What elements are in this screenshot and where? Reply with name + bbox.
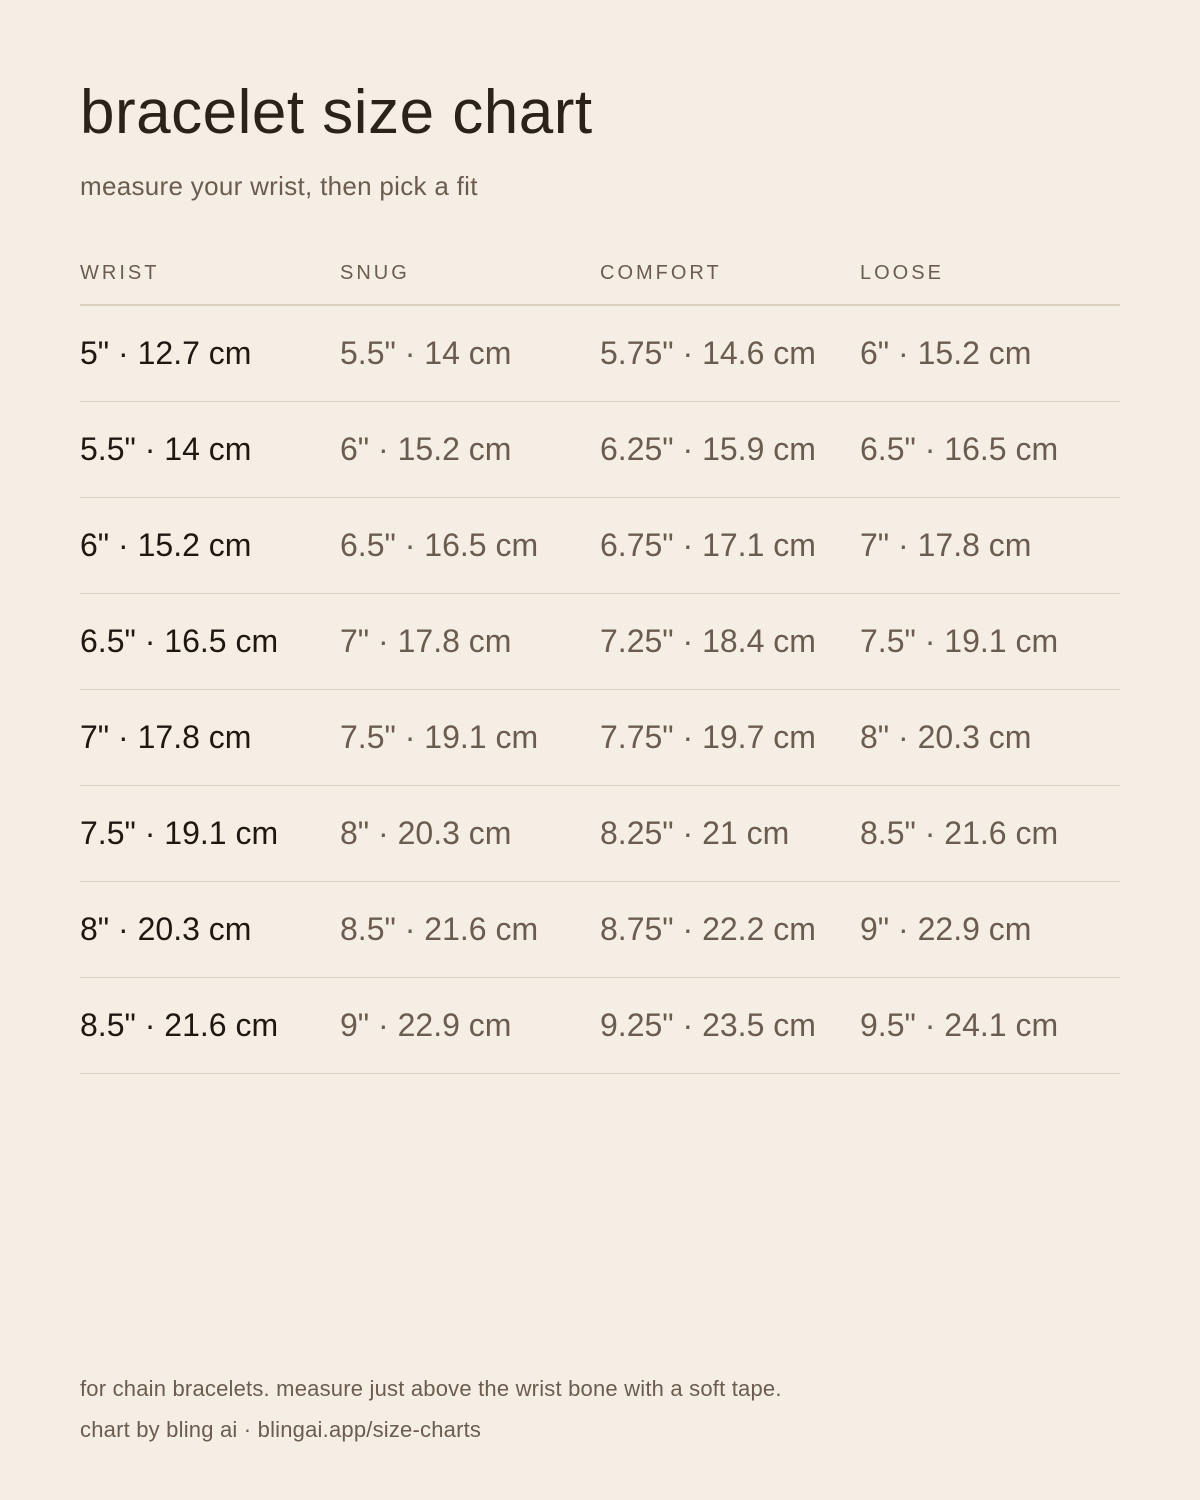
snug-cell: 6.5" · 16.5 cm — [340, 526, 539, 563]
snug-cell: 8.5" · 21.6 cm — [340, 910, 539, 947]
comfort-cell: 5.75" · 14.6 cm — [600, 334, 816, 371]
page-title: bracelet size chart — [80, 78, 593, 147]
size-table — [80, 248, 1120, 1074]
loose-cell: 6.5" · 16.5 cm — [860, 430, 1059, 467]
size-chart-page — [80, 0, 1120, 1500]
snug-cell: 7.5" · 19.1 cm — [340, 718, 539, 755]
wrist-cell: 6" · 15.2 cm — [80, 526, 252, 563]
comfort-cell: 6.75" · 17.1 cm — [600, 526, 816, 563]
footer — [80, 1368, 1120, 1450]
snug-cell: 7" · 17.8 cm — [340, 622, 512, 659]
comfort-cell: 8.75" · 22.2 cm — [600, 910, 816, 947]
table-row — [80, 882, 1120, 978]
comfort-cell: 9.25" · 23.5 cm — [600, 1006, 816, 1043]
loose-cell: 7.5" · 19.1 cm — [860, 622, 1059, 659]
comfort-cell: 7.25" · 18.4 cm — [600, 622, 816, 659]
snug-cell: 5.5" · 14 cm — [340, 334, 512, 371]
column-header-comfort: COMFORT — [600, 262, 722, 284]
comfort-cell: 7.75" · 19.7 cm — [600, 718, 816, 755]
footer-credit: chart by bling ai · blingai.app/size-charts — [80, 1417, 482, 1442]
wrist-cell: 5.5" · 14 cm — [80, 430, 252, 467]
wrist-cell: 7.5" · 19.1 cm — [80, 814, 279, 851]
table-row — [80, 786, 1120, 882]
table-row — [80, 978, 1120, 1074]
loose-cell: 9" · 22.9 cm — [860, 910, 1032, 947]
column-header-loose: LOOSE — [860, 262, 944, 284]
wrist-cell: 7" · 17.8 cm — [80, 718, 252, 755]
wrist-cell: 8" · 20.3 cm — [80, 910, 252, 947]
page-subtitle: measure your wrist, then pick a fit — [80, 171, 478, 201]
wrist-cell: 5" · 12.7 cm — [80, 334, 252, 371]
loose-cell: 9.5" · 24.1 cm — [860, 1006, 1059, 1043]
loose-cell: 7" · 17.8 cm — [860, 526, 1032, 563]
wrist-cell: 8.5" · 21.6 cm — [80, 1006, 279, 1043]
column-header-snug: SNUG — [340, 262, 410, 284]
table-row — [80, 690, 1120, 786]
loose-cell: 8" · 20.3 cm — [860, 718, 1032, 755]
comfort-cell: 6.25" · 15.9 cm — [600, 430, 816, 467]
wrist-cell: 6.5" · 16.5 cm — [80, 622, 279, 659]
snug-cell: 9" · 22.9 cm — [340, 1006, 512, 1043]
table-row — [80, 498, 1120, 594]
column-header-wrist: WRIST — [80, 262, 160, 284]
table-row — [80, 594, 1120, 690]
comfort-cell: 8.25" · 21 cm — [600, 814, 790, 851]
footer-note: for chain bracelets. measure just above the wrist bone with a soft tape. — [80, 1376, 782, 1401]
table-header — [80, 248, 1120, 306]
snug-cell: 8" · 20.3 cm — [340, 814, 512, 851]
snug-cell: 6" · 15.2 cm — [340, 430, 512, 467]
loose-cell: 8.5" · 21.6 cm — [860, 814, 1059, 851]
loose-cell: 6" · 15.2 cm — [860, 334, 1032, 371]
table-row — [80, 306, 1120, 402]
table-row — [80, 402, 1120, 498]
